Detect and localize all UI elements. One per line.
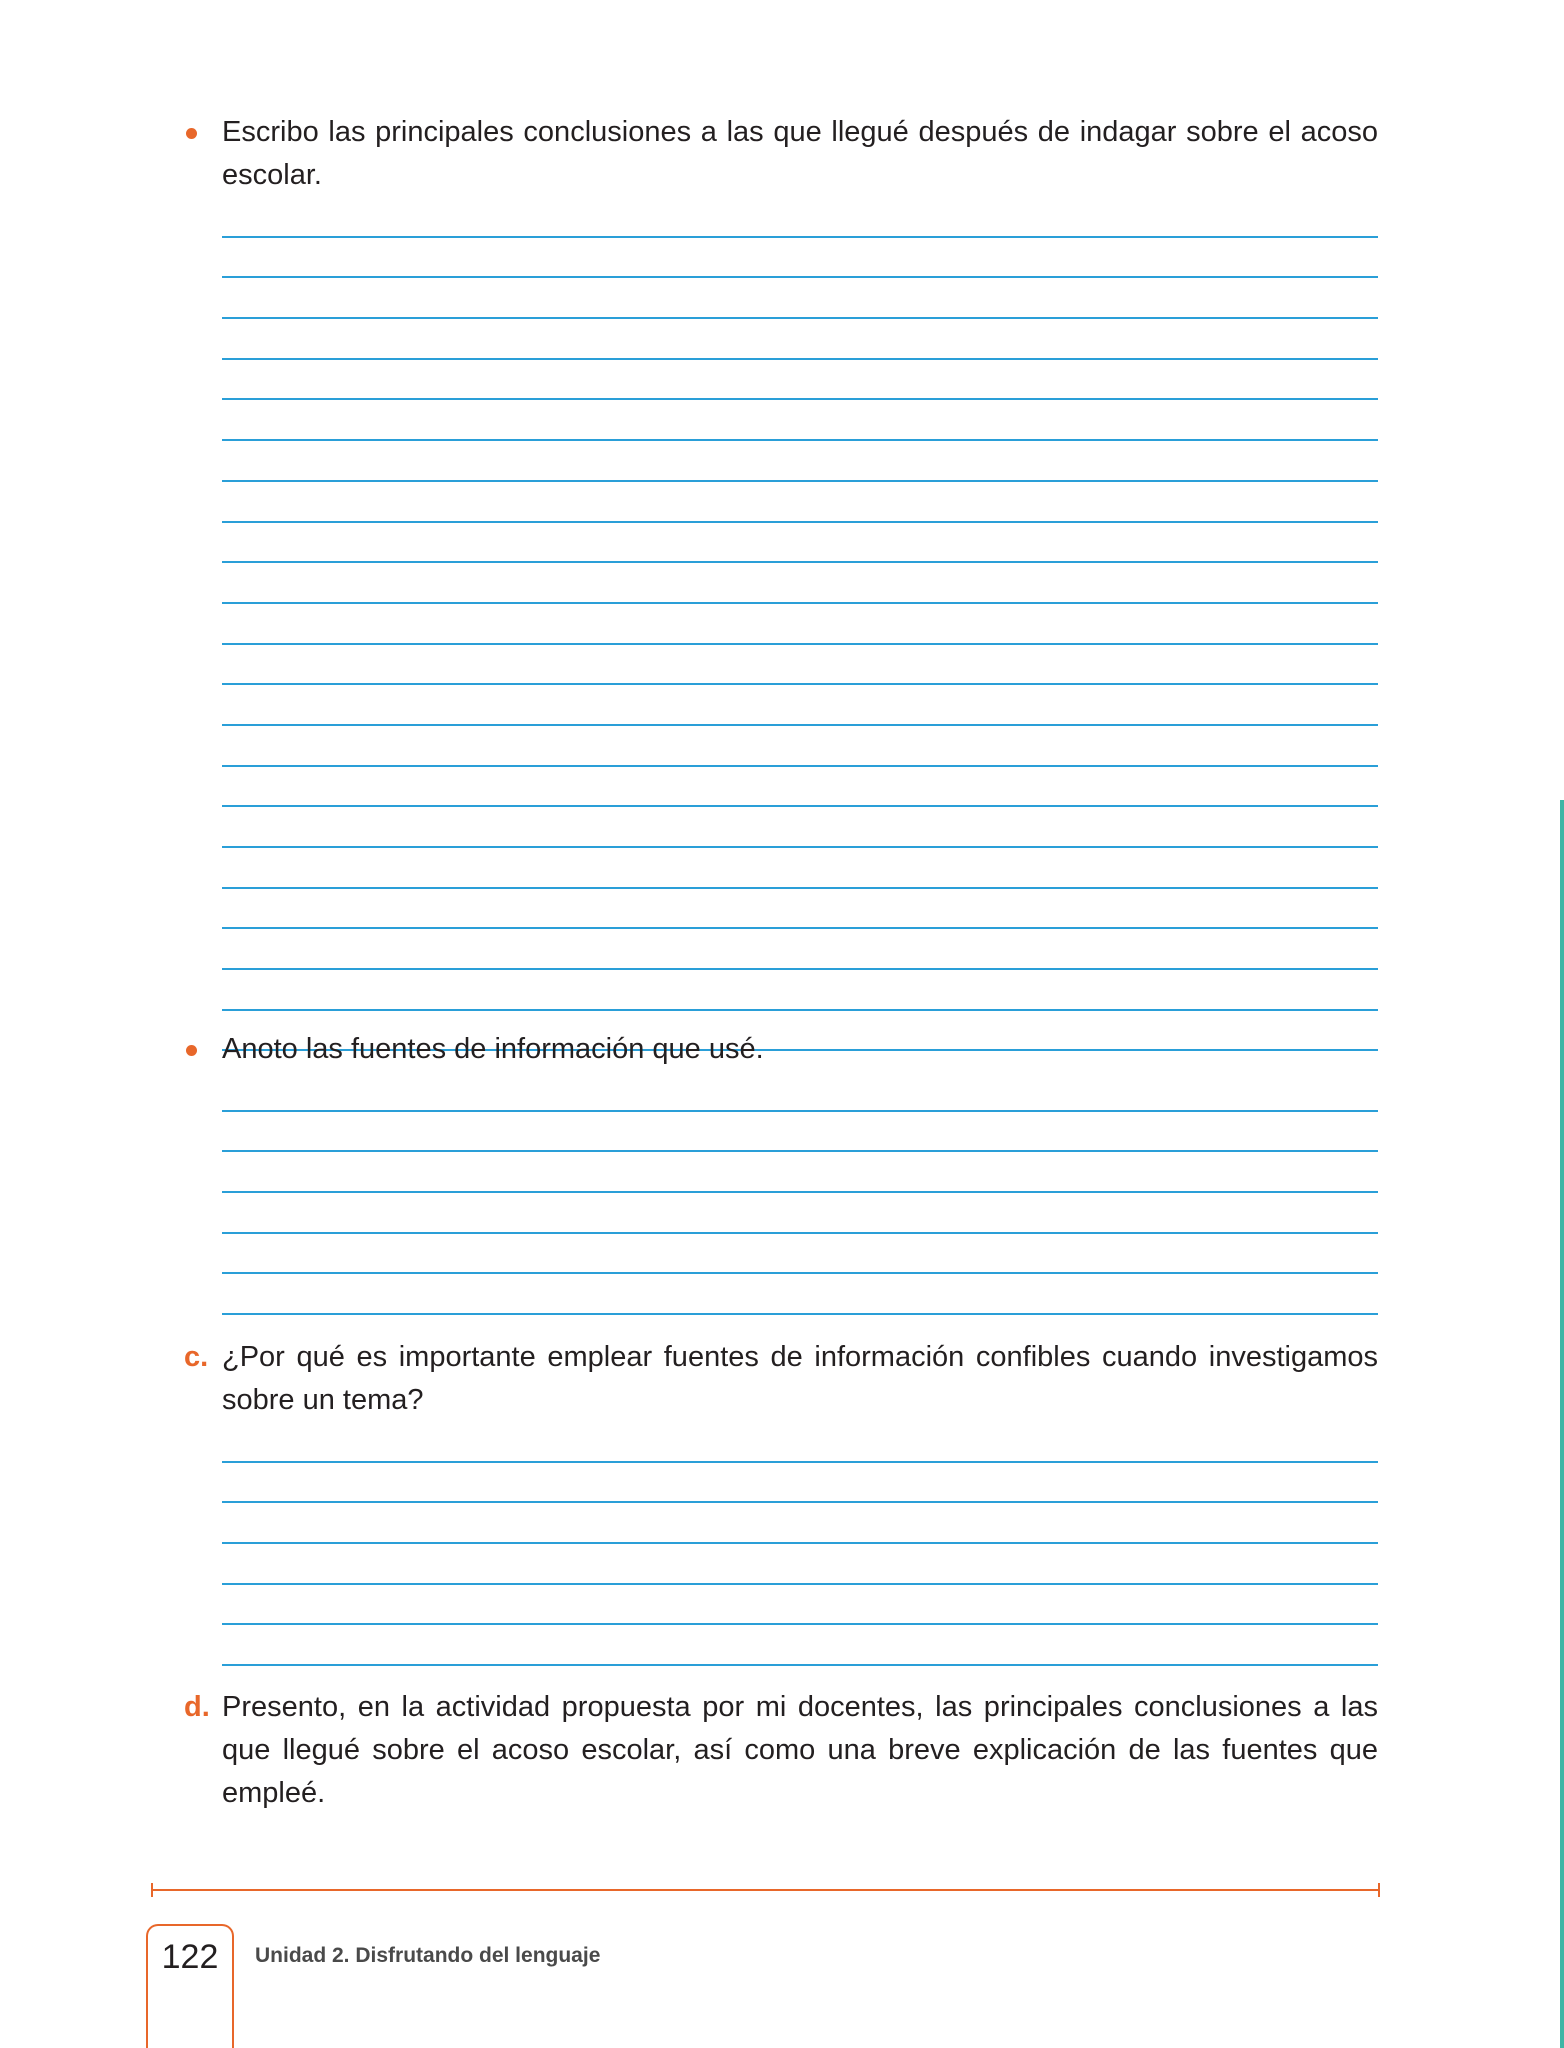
writing-line[interactable]: [222, 1463, 1378, 1504]
sources-prompt: [222, 1028, 1378, 1071]
writing-line[interactable]: [222, 1544, 1378, 1585]
writing-line[interactable]: [222, 767, 1378, 808]
writing-line[interactable]: [222, 400, 1378, 441]
sources-text: Anoto las fuentes de información que usé.: [222, 1033, 764, 1065]
conclusions-writing-lines[interactable]: [222, 197, 1378, 1051]
writing-line[interactable]: [222, 1274, 1378, 1315]
writing-line[interactable]: [222, 726, 1378, 767]
question-d-text: Presento, en la actividad propuesta por mi docentes, las principales conclusiones a las que llegué sobre el acoso escolar, así como una breve explicación de las fuentes que empleé.: [222, 1691, 1378, 1809]
conclusions-text: Escribo las principales conclusiones a las que llegué después de indagar sobre el acoso escolar.: [222, 116, 1378, 191]
writing-line[interactable]: [222, 1112, 1378, 1153]
question-c-prompt: [184, 1336, 1378, 1422]
writing-line[interactable]: [222, 238, 1378, 279]
sources-section: [222, 1028, 1378, 1315]
question-c-writing-lines[interactable]: [222, 1422, 1378, 1666]
page-number-tab: [146, 1924, 234, 2048]
writing-line[interactable]: [222, 523, 1378, 564]
writing-line[interactable]: [222, 563, 1378, 604]
writing-line[interactable]: [222, 685, 1378, 726]
writing-line[interactable]: [222, 441, 1378, 482]
writing-line[interactable]: [222, 1585, 1378, 1626]
writing-line[interactable]: [222, 197, 1378, 238]
bullet-icon: [186, 128, 197, 139]
writing-line[interactable]: [222, 360, 1378, 401]
page-number: 122: [161, 1938, 219, 1976]
writing-line[interactable]: [222, 1152, 1378, 1193]
writing-line[interactable]: [222, 1422, 1378, 1463]
conclusions-section: [222, 111, 1378, 1051]
writing-line[interactable]: [222, 482, 1378, 523]
writing-line[interactable]: [222, 807, 1378, 848]
writing-line[interactable]: [222, 929, 1378, 970]
question-d-prompt: [184, 1686, 1378, 1815]
question-d-section: [184, 1686, 1378, 1815]
question-c-section: [184, 1336, 1378, 1666]
writing-line[interactable]: [222, 970, 1378, 1011]
question-c-text: ¿Por qué es importante emplear fuentes de información confibles cuando investigamos sobre un tema?: [222, 1341, 1378, 1416]
unit-title: Unidad 2. Disfrutando del lenguaje: [255, 1944, 601, 1967]
writing-line[interactable]: [222, 645, 1378, 686]
sources-writing-lines[interactable]: [222, 1071, 1378, 1315]
footer-rule-left-tick: [151, 1883, 153, 1897]
writing-line[interactable]: [222, 604, 1378, 645]
writing-line[interactable]: [222, 848, 1378, 889]
writing-line[interactable]: [222, 278, 1378, 319]
conclusions-prompt: [222, 111, 1378, 197]
question-d-letter: d.: [184, 1691, 210, 1723]
writing-line[interactable]: [222, 1503, 1378, 1544]
footer-rule: [152, 1889, 1380, 1891]
writing-line[interactable]: [222, 1625, 1378, 1666]
question-c-letter: c.: [184, 1341, 209, 1373]
writing-line[interactable]: [222, 319, 1378, 360]
writing-line[interactable]: [222, 1193, 1378, 1234]
writing-line[interactable]: [222, 889, 1378, 930]
page-edge-stripe: [1560, 800, 1564, 2048]
writing-line[interactable]: [222, 1071, 1378, 1112]
bullet-icon: [186, 1045, 197, 1056]
footer-rule-right-tick: [1378, 1883, 1380, 1897]
writing-line[interactable]: [222, 1234, 1378, 1275]
